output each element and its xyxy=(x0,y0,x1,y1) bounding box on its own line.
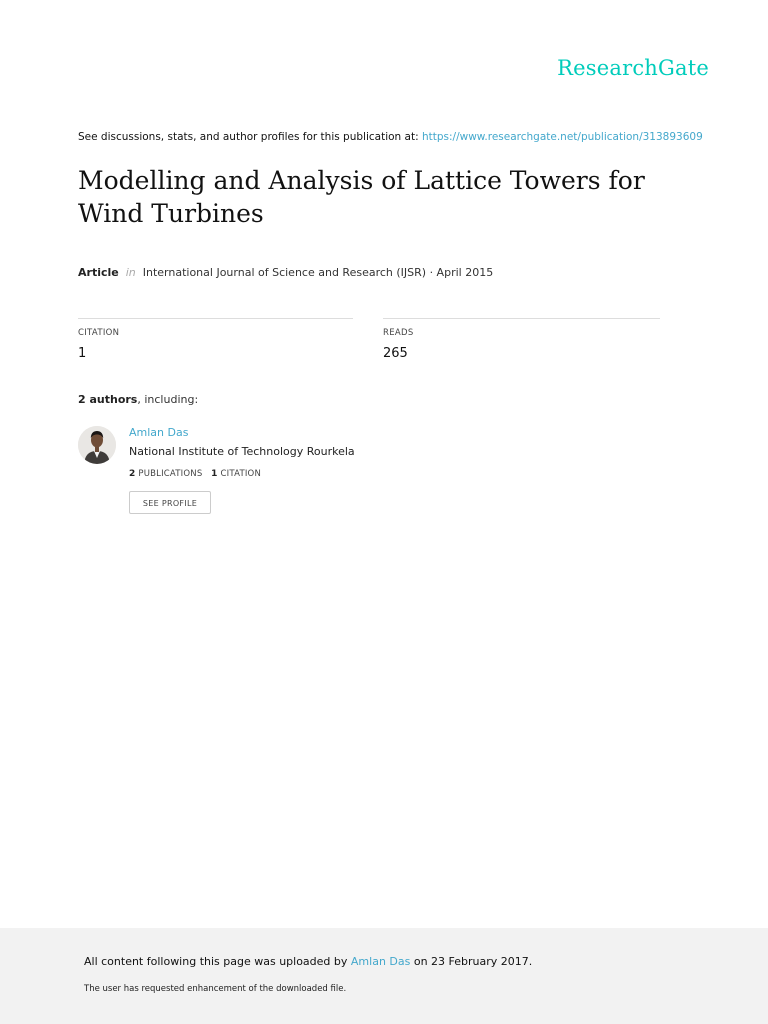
publication-venue: International Journal of Science and Research (IJSR) · April 2015 xyxy=(142,266,494,279)
reads-label: READS xyxy=(383,328,414,338)
publication-link[interactable]: https://www.researchgate.net/publication/313893609 xyxy=(421,131,703,143)
citation-label: CITATION xyxy=(78,328,120,338)
author-citations-label: CITATION xyxy=(220,469,262,479)
citation-count: 1 xyxy=(78,346,87,361)
author-citations-count: 1 xyxy=(211,469,218,479)
footer xyxy=(0,928,768,1024)
author-institution: National Institute of Technology Rourkela xyxy=(129,445,355,458)
upload-prefix: All content following this page was uploaded by xyxy=(84,955,348,968)
publications-label: PUBLICATIONS xyxy=(138,469,203,479)
author-avatar[interactable] xyxy=(78,426,116,464)
author-stats xyxy=(129,469,261,479)
researchgate-logo[interactable]: ResearchGate xyxy=(557,56,709,80)
discussion-line xyxy=(78,131,703,143)
uploader-link[interactable]: Amlan Das xyxy=(350,955,411,968)
reads-stat xyxy=(383,318,660,361)
discussion-text: See discussions, stats, and author profiles for this publication at: xyxy=(78,131,419,143)
enhancement-note: The user has requested enhancement of the downloaded file. xyxy=(84,984,347,994)
citation-stat xyxy=(78,318,353,361)
author-name[interactable]: Amlan Das xyxy=(129,426,189,439)
author-photo-icon xyxy=(78,426,116,464)
upload-suffix: on 23 February 2017. xyxy=(413,955,533,968)
publication-type: Article xyxy=(78,266,119,279)
see-profile-button[interactable]: SEE PROFILE xyxy=(129,491,211,514)
reads-count: 265 xyxy=(383,346,408,361)
authors-heading xyxy=(78,393,198,406)
upload-line xyxy=(84,955,532,968)
publication-meta xyxy=(78,266,493,279)
authors-including: , including: xyxy=(137,393,199,406)
publications-count: 2 xyxy=(129,469,136,479)
authors-count: 2 authors xyxy=(78,393,138,406)
in-label: in xyxy=(125,266,136,279)
publication-title: Modelling and Analysis of Lattice Towers for Wind Turbines xyxy=(78,166,645,228)
